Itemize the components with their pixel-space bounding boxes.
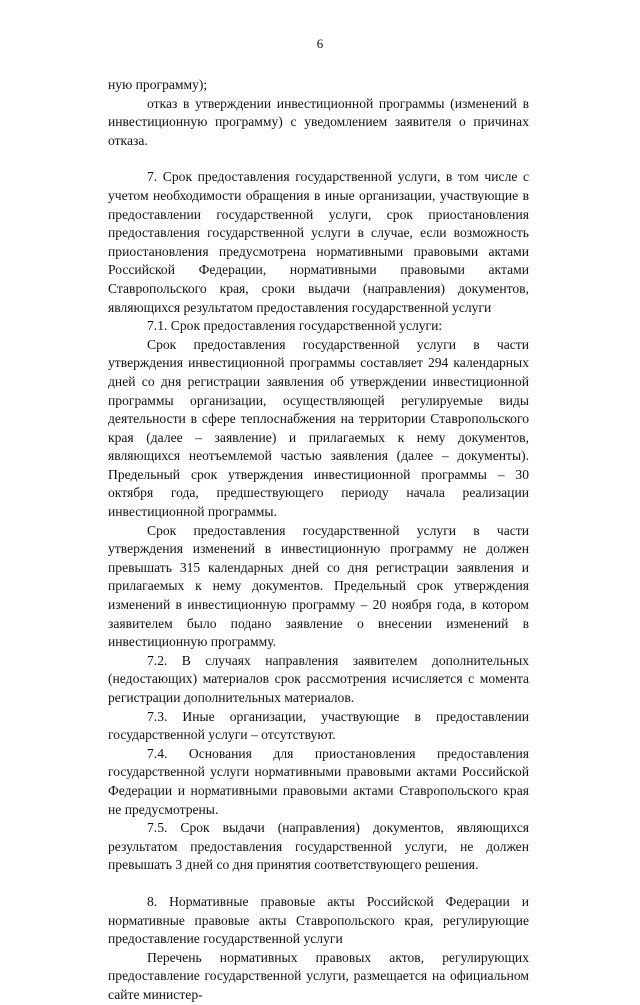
paragraph: 7.5. Срок выдачи (направления) документов, являющихся результатом предоставления государственной услуги, не должен превышать 3 дней со дня принятия соответствующего решения.: [108, 820, 529, 873]
paragraph: отказ в утверждении инвестиционной программы (изменений в инвестиционную программу) с уведомлением заявителя о причинах отказа.: [108, 95, 529, 148]
paragraph: ную программу);: [108, 77, 208, 92]
subsection-heading: 7.1. Срок предоставления государственной услуги:: [147, 318, 443, 334]
section-heading: 7. Срок предоставления государственной услуги, в том числе с учетом необходимости обращения в иные организации, участвующие в предоставлении государственной услуги, срок приостановления предоставления государственной услуги в случае, если возможность приостановления предусмотрена нормативными правовыми актами Российской Федерации, нормативными правовыми актами Ставропольского края, сроки выдачи (направления) документов, являющихся результатом предоставления государственной услуги: [108, 169, 529, 315]
paragraph: 7.2. В случаях направления заявителем дополнительных (недостающих) материалов срок рассмотрения исчисляется с момента регистрации дополнительных материалов.: [108, 652, 529, 705]
paragraph: Срок предоставления государственной услуги в части утверждения изменений в инвестиционную программу не должен превышать 315 календарных дней со дня регистрации заявления и прилагаемых к нему документов. Предельный срок утверждения изменений в инвестиционную программу – 20 ноября года, в котором заявителем было подано заявление о внесении изменений в инвестиционную программу.: [108, 522, 529, 650]
page-number: 6: [316, 36, 324, 51]
paragraph: 7.3. Иные организации, участвующие в предоставлении государственной услуги – отсутствуют.: [108, 708, 529, 743]
paragraph: Перечень нормативных правовых актов, регулирующих предоставление государственной услуги, размещается на официальном сайте министер-: [108, 949, 529, 1002]
paragraph: 7.4. Основания для приостановления предоставления государственной услуги нормативными правовыми актами Российской Федерации и нормативными правовыми актами Ставропольского края не предусмотрены.: [108, 745, 529, 817]
paragraph: Срок предоставления государственной услуги в части утверждения инвестиционной программы составляет 294 календарных дней со дня регистрации заявления об утверждении инвестиционной программы организации, осуществляющей регулируемые виды деятельности в сфере теплоснабжения на территории Ставропольского края (далее – заявление) и прилагаемых к нему документов, являющихся неотъемлемой частью заявления (далее – документы). Предельный срок утверждения инвестиционной программы – 30 октября года, предшествующего периоду начала реализации инвестиционной программы.: [108, 336, 529, 520]
section-heading: 8. Нормативные правовые акты Российской Федерации и нормативные правовые акты Ставропольского края, регулирующие предоставление государственной услуги: [108, 893, 529, 947]
document-body: [108, 76, 529, 1005]
